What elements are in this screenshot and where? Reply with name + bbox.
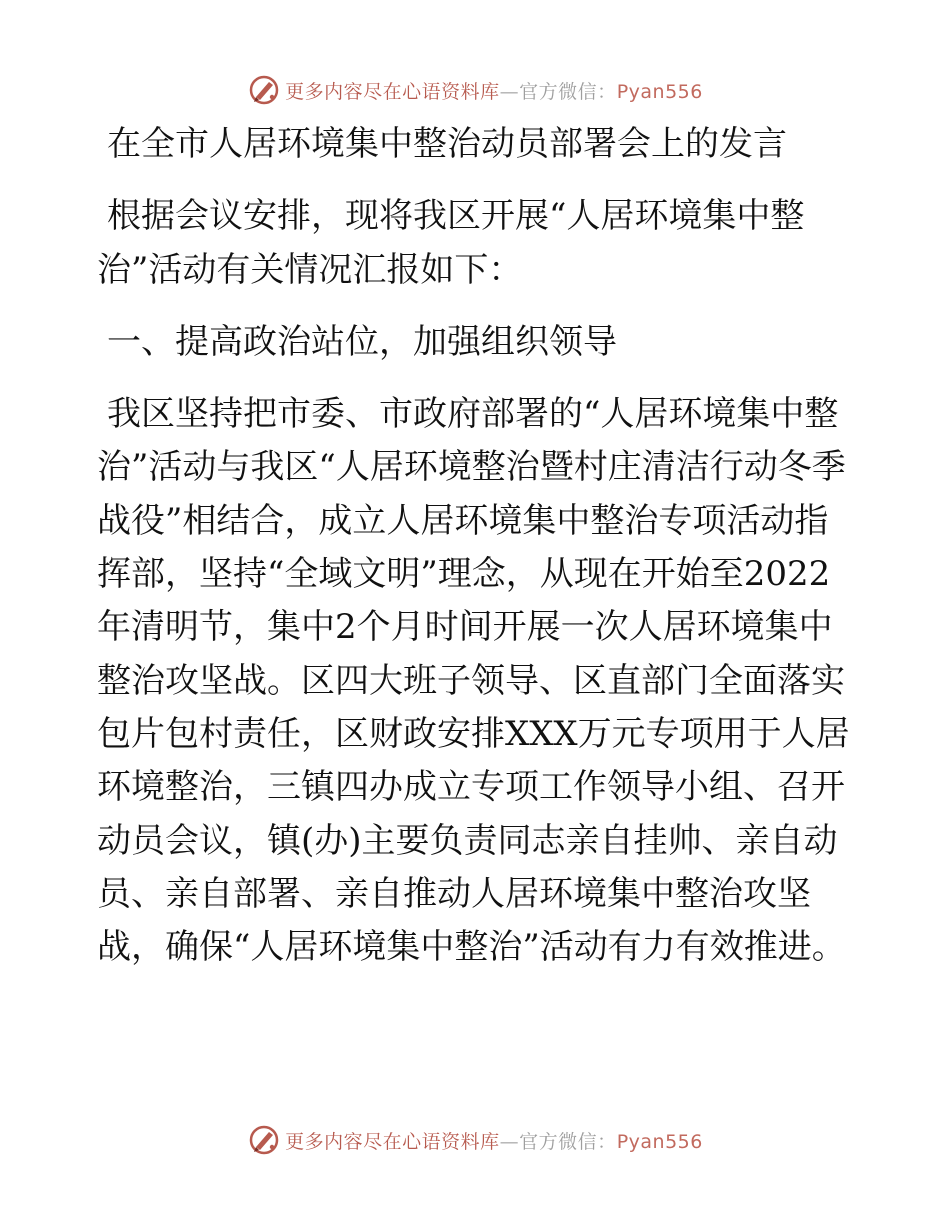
watermark-site-text: 更多内容尽在心语资料库 (285, 1130, 500, 1153)
footer-watermark-banner (0, 1120, 950, 1160)
watermark-wechat-label: 官方微信： (519, 80, 617, 103)
intro-paragraph: 根据会议安排，现将我区开展“人居环境集中整治”活动有关情况汇报如下： (97, 196, 805, 290)
watermark-wechat-label: 官方微信： (519, 1130, 617, 1153)
section-body-paragraph: 我区坚持把市委、市政府部署的“人居环境集中整治”活动与我区“人居环境整治暨村庄清洁行动冬季战役”相结合，成立人居环境集中整治专项活动指挥部，坚持“全域文明”理念，从现在开始至2022年清明节，集中2个月时间开展一次人居环境集中整治攻坚战。区四大班子领导、区直部门全面落实包片包村责任，区财政安排XXX万元专项用于人居环境整治，三镇四办成立专项工作领导小组、召开动员会议，镇(办)主要负责同志亲自挂帅、亲自动员、亲自部署、亲自推动人居环境集中整治攻坚战，确保“人居环境集中整治”活动有力有效推进。 (97, 394, 850, 968)
watermark-account: Pyan556 (616, 1130, 703, 1153)
section-heading: 一、提高政治站位，加强组织领导 (107, 321, 617, 362)
header-watermark-banner (0, 70, 950, 110)
watermark-text (285, 77, 703, 104)
watermark-dash: — (499, 1130, 520, 1153)
watermark-dash: — (499, 80, 520, 103)
watermark-site-text: 更多内容尽在心语资料库 (285, 80, 500, 103)
watermark-account: Pyan556 (616, 80, 703, 103)
pen-logo-icon (247, 73, 281, 107)
document-title: 在全市人居环境集中整治动员部署会上的发言 (107, 124, 787, 164)
watermark-text (285, 1127, 703, 1154)
document-body (97, 118, 853, 974)
pen-logo-icon (247, 1123, 281, 1157)
